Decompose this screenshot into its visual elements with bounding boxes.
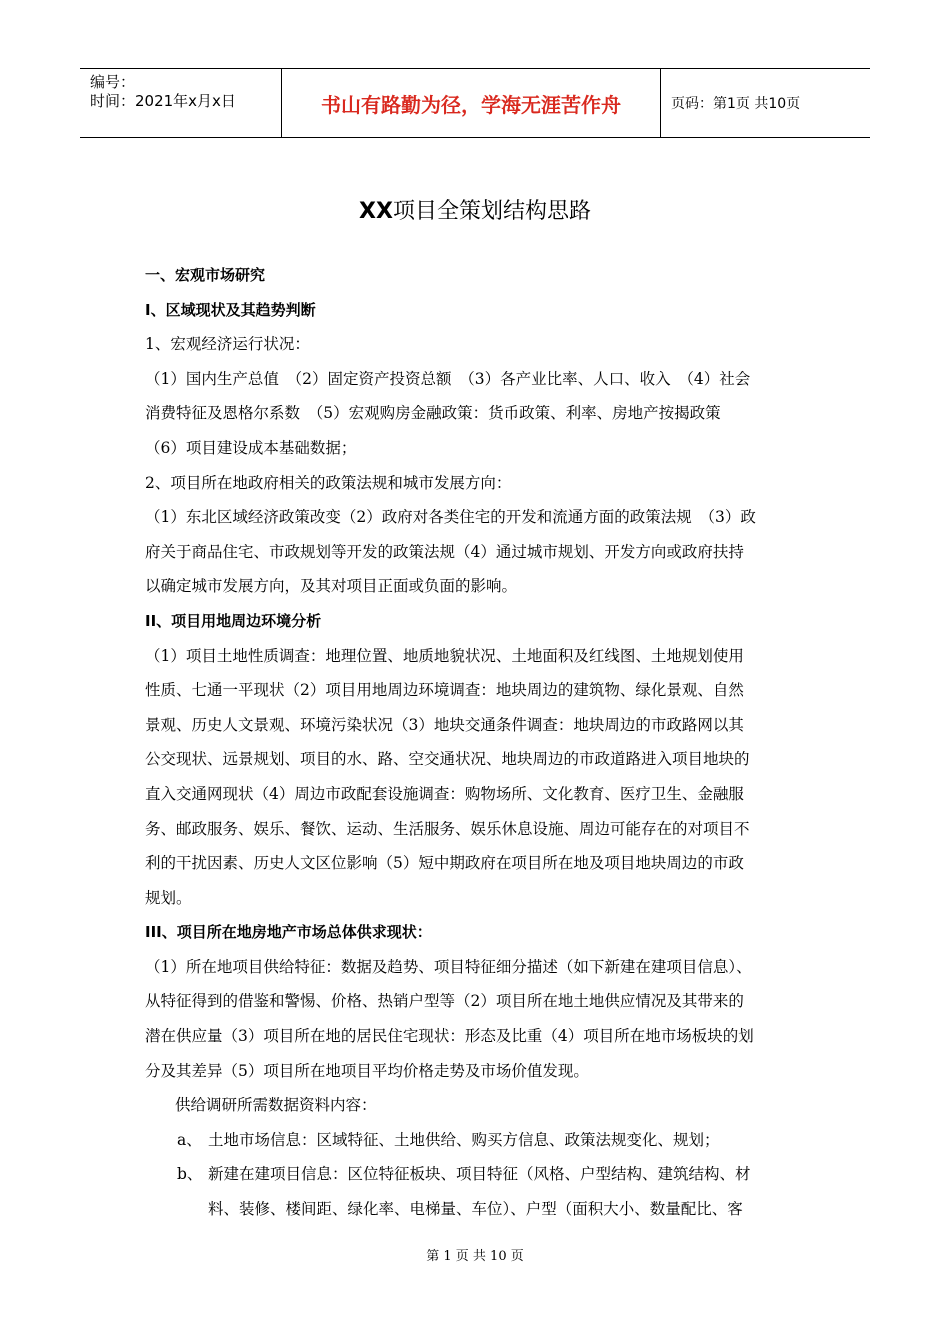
body-line: 府关于商品住宅、市政规划等开发的政策法规（4）通过城市规划、开发方向或政府扶持 bbox=[145, 542, 744, 561]
body-line: 潜在供应量（3）项目所在地的居民住宅现状：形态及比重（4）项目所在地市场板块的划 bbox=[145, 1027, 754, 1046]
list-item-text: 土地市场信息：区域特征、土地供给、购买方信息、政策法规变化、规划； bbox=[208, 1130, 720, 1149]
body-line: 从特征得到的借鉴和警惕、价格、热销户型等（2）项目所在地土地供应情况及其带来的 bbox=[145, 992, 744, 1011]
body-line bbox=[145, 1123, 810, 1158]
body-line: II、项目用地周边环境分析 bbox=[145, 611, 322, 630]
page-info: 页码：第1页 共10页 bbox=[671, 96, 801, 112]
body-line: （1）项目土地性质调查：地理位置、地质地貌状况、土地面积及红线图、土地规划使用 bbox=[145, 646, 744, 665]
body-line: 2、项目所在地政府相关的政策法规和城市发展方向： bbox=[145, 473, 512, 492]
body-line bbox=[145, 1157, 810, 1192]
body-line: 料、装修、楼间距、绿化率、电梯量、车位）、户型（面积大小、数量配比、客 bbox=[208, 1200, 743, 1219]
body-line: （1）所在地项目供给特征：数据及趋势、项目特征细分描述（如下新建在建项目信息）、 bbox=[145, 957, 752, 976]
header-left-cell bbox=[80, 69, 282, 137]
motto: 书山有路勤为径，学海无涯苦作舟 bbox=[282, 69, 661, 137]
body-line: 以确定城市发展方向，及其对项目正面或负面的影响。 bbox=[145, 577, 518, 596]
number-label: 编号： bbox=[90, 73, 136, 91]
title-bold-part: XX bbox=[359, 199, 393, 224]
body-line: 公交现状、远景规划、项目的水、路、空交通状况、地块周边的市政道路进入项目地块的 bbox=[145, 750, 750, 769]
time-label: 时间：2021年x月x日 bbox=[90, 92, 236, 110]
body-line: 务、邮政服务、娱乐、餐饮、运动、生活服务、娱乐休息设施、周边可能存在的对项目不 bbox=[145, 819, 750, 838]
body-line: 1、宏观经济运行状况： bbox=[145, 335, 310, 354]
body-line: 一、宏观市场研究 bbox=[145, 266, 266, 284]
list-marker: a、 bbox=[177, 1130, 202, 1149]
document-title bbox=[0, 194, 950, 225]
body-line: 性质、七通一平现状（2）项目用地周边环境调查：地块周边的建筑物、绿化景观、自然 bbox=[145, 681, 744, 700]
title-rest: 项目全策划结构思路 bbox=[392, 199, 591, 224]
body-line: （1）国内生产总值 （2）固定资产投资总额 （3）各产业比率、人口、收入 （4）社会 bbox=[145, 369, 751, 388]
body-line: 景观、历史人文景观、环境污染状况（3）地块交通条件调查：地块周边的市政路网以其 bbox=[145, 715, 744, 734]
body-line: 分及其差异（5）项目所在地项目平均价格走势及市场价值发现。 bbox=[145, 1061, 589, 1080]
document-body bbox=[145, 258, 810, 1227]
body-line: 直入交通网现状（4）周边市政配套设施调查：购物场所、文化教育、医疗卫生、金融服 bbox=[145, 784, 744, 803]
list-marker: b、 bbox=[177, 1165, 203, 1184]
header-table bbox=[80, 68, 870, 138]
body-line: I、区域现状及其趋势判断 bbox=[145, 300, 316, 319]
body-line: 利的干扰因素、历史人文区位影响（5）短中期政府在项目所在地及项目地块周边的市政 bbox=[145, 854, 744, 873]
list-item-text: 新建在建项目信息：区位特征板块、项目特征（风格、户型结构、建筑结构、材 bbox=[208, 1165, 751, 1184]
body-line: 消费特征及恩格尔系数 （5）宏观购房金融政策：货币政策、利率、房地产按揭政策 bbox=[145, 404, 721, 423]
body-line: （1）东北区域经济政策改变（2）政府对各类住宅的开发和流通方面的政策法规 （3）政 bbox=[145, 508, 756, 527]
body-line: 规划。 bbox=[145, 888, 192, 907]
body-line: （6）项目建设成本基础数据； bbox=[145, 438, 357, 457]
body-line: 供给调研所需数据资料内容： bbox=[175, 1096, 377, 1115]
body-line: III、项目所在地房地产市场总体供求现状： bbox=[145, 923, 432, 942]
page-footer: 第 1 页 共 10 页 bbox=[426, 1249, 524, 1264]
